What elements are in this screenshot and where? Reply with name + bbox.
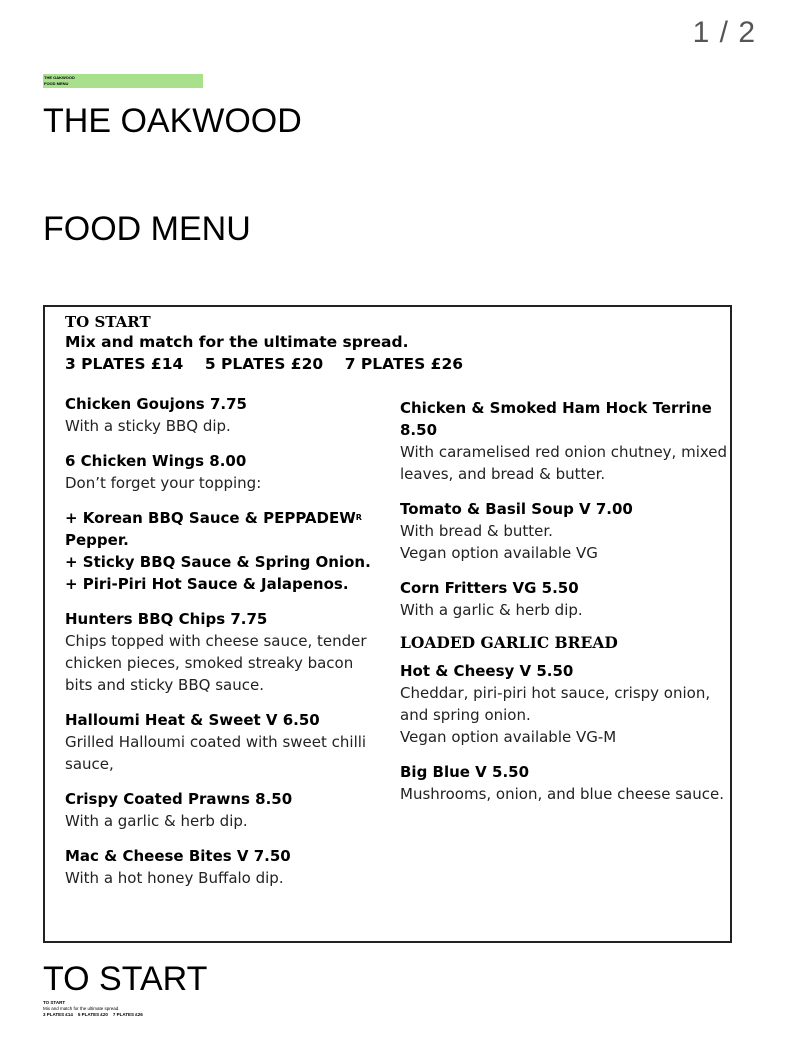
page-title: THE OAKWOOD bbox=[43, 102, 302, 140]
thumbnail-highlight bbox=[43, 74, 203, 88]
item-name: Tomato & Basil Soup V 7.00 bbox=[400, 500, 633, 518]
topping-option: + Piri-Piri Hot Sauce & Jalapenos. bbox=[65, 575, 349, 593]
item-description: With a garlic & herb dip. bbox=[400, 601, 583, 619]
pricing-text: 3 PLATES £14 5 PLATES £20 7 PLATES £26 bbox=[65, 355, 464, 373]
menu-item bbox=[65, 845, 375, 889]
item-name: Chicken & Smoked Ham Hock Terrine 8.50 bbox=[400, 399, 712, 439]
menu-column-right bbox=[400, 397, 730, 818]
menu-heading: FOOD MENU bbox=[43, 210, 251, 248]
item-name: Halloumi Heat & Sweet V 6.50 bbox=[65, 711, 320, 729]
menu-item bbox=[400, 577, 730, 621]
menu-item bbox=[65, 608, 375, 696]
menu-item bbox=[400, 397, 730, 485]
item-description: Cheddar, piri-piri hot sauce, crispy onion, and spring onion. bbox=[400, 684, 711, 724]
item-description: Vegan option available VG bbox=[400, 544, 598, 562]
topping-option-text: + Korean BBQ Sauce & PEPPADEW bbox=[65, 509, 356, 527]
thumbnail-line: FOOD MENU bbox=[44, 81, 69, 86]
menu-column-left bbox=[65, 393, 375, 902]
menu-item bbox=[400, 498, 730, 564]
menu-image bbox=[43, 305, 732, 943]
item-description: Don’t forget your topping: bbox=[65, 474, 262, 492]
item-description: Mushrooms, onion, and blue cheese sauce. bbox=[400, 785, 724, 803]
menu-intro bbox=[65, 313, 463, 375]
item-name: 6 Chicken Wings 8.00 bbox=[65, 452, 247, 470]
topping-option: + Sticky BBQ Sauce & Spring Onion. bbox=[65, 553, 371, 571]
menu-item bbox=[65, 393, 375, 437]
tiny-text-line: TO START bbox=[43, 1000, 66, 1005]
section-title-garlic-bread: LOADED GARLIC BREAD bbox=[400, 633, 618, 652]
item-name: Chicken Goujons 7.75 bbox=[65, 395, 247, 413]
item-description: With a garlic & herb dip. bbox=[65, 812, 248, 830]
item-name: Mac & Cheese Bites V 7.50 bbox=[65, 847, 291, 865]
menu-item bbox=[65, 788, 375, 832]
item-description: With bread & butter. bbox=[400, 522, 553, 540]
item-name: Crispy Coated Prawns 8.50 bbox=[65, 790, 293, 808]
item-name: Big Blue V 5.50 bbox=[400, 763, 530, 781]
tiny-text-block bbox=[43, 1000, 143, 1018]
item-description: With caramelised red onion chutney, mixed leaves, and bread & butter. bbox=[400, 443, 728, 483]
item-description: Chips topped with cheese sauce, tender chicken pieces, smoked streaky bacon bits and sticky BBQ sauce. bbox=[65, 632, 367, 694]
item-description: With a hot honey Buffalo dip. bbox=[65, 869, 284, 887]
topping-options bbox=[65, 507, 375, 595]
to-start-heading: TO START bbox=[43, 960, 208, 998]
thumbnail-line: THE OAKWOOD bbox=[44, 75, 75, 80]
menu-item bbox=[65, 709, 375, 775]
tiny-text-line: 3 PLATES £14 5 PLATES £20 7 PLATES £26 bbox=[43, 1012, 143, 1017]
topping-option: Pepper. bbox=[65, 531, 129, 549]
registered-mark: R bbox=[355, 513, 362, 522]
menu-item bbox=[400, 660, 730, 748]
menu-item bbox=[65, 450, 375, 494]
page-counter: 1 / 2 bbox=[692, 16, 756, 49]
item-name: Hunters BBQ Chips 7.75 bbox=[65, 610, 268, 628]
section-title: TO START bbox=[65, 313, 151, 331]
tiny-text-line: Mix and match for the ultimate spread. bbox=[43, 1006, 120, 1011]
item-description: With a sticky BBQ dip. bbox=[65, 417, 231, 435]
intro-text: Mix and match for the ultimate spread. bbox=[65, 333, 409, 351]
item-description: Grilled Halloumi coated with sweet chilli sauce, bbox=[65, 733, 367, 773]
topping-option bbox=[65, 507, 375, 529]
item-name: Hot & Cheesy V 5.50 bbox=[400, 662, 574, 680]
item-name: Corn Fritters VG 5.50 bbox=[400, 579, 579, 597]
menu-item bbox=[400, 761, 730, 805]
item-description: Vegan option available VG-M bbox=[400, 728, 617, 746]
